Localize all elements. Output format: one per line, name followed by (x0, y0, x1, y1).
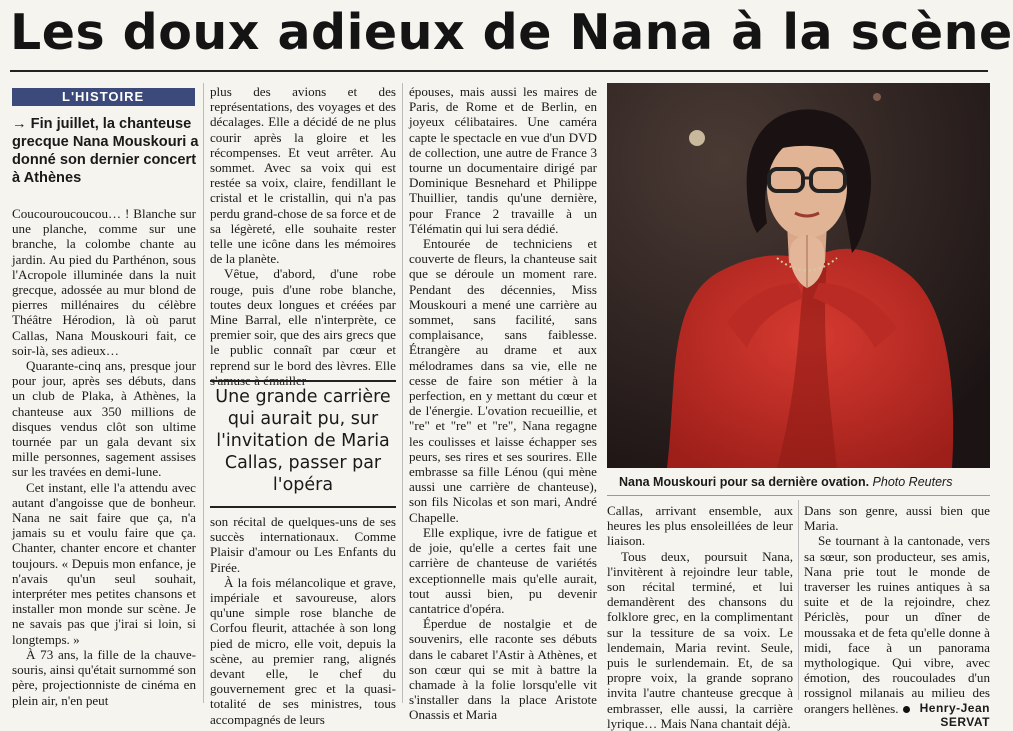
column-separator (203, 83, 204, 703)
photo-caption (607, 469, 990, 496)
paragraph: Elle explique, ivre de fatigue et de joie, qu'elle a certes fait une carrière de chanteuse de variétés exceptionnelle mais qu'elle aurait, tout aussi bien, pu devenir cantatrice d'opéra. (409, 524, 597, 616)
article-column-4 (607, 503, 793, 731)
paragraph: Vêtue, d'abord, d'une robe rouge, puis d'une robe blanche, toutes deux longues et créées par Mine Barral, elle n'interprète, ce premier soir, que des airs grecs que le public connaît par cœur et reprend sur le bord des lèvres. Elle s'amuse à émailler (210, 266, 396, 388)
section-kicker: L'HISTOIRE (12, 88, 195, 106)
paragraph: Quarante-cinq ans, presque jour pour jour, après ses débuts, dans un club de Plaka, à Athènes, la chanteuse aux 350 millions de disques vendus clôt son ultime tournée par un gala devant six mille personnes, sagement assises sur les travées en demi-lune. (12, 358, 196, 480)
pull-quote: Une grande carrière qui aurait pu, sur l'invitation de Maria Callas, passer par l'opéra (210, 380, 396, 508)
paragraph: Coucouroucoucou… ! Blanche sur une planche, comme sur une branche, la colombe chante au jardin. Au pied du Parthénon, sous l'Acropole illuminée dans la nuit grecque, adossée au mur blond de pierres millénaires du célèbre Théâtre Hérodion, là où parut Callas, Nana Mouskouri fait, ce soir-là, ses adieux… (12, 206, 196, 358)
standfirst: → Fin juillet, la chanteuse grecque Nana Mouskouri a donné son dernier concert à Athènes (12, 116, 199, 186)
column-separator (798, 500, 799, 700)
paragraph: Entourée de techniciens et couverte de fleurs, la chanteuse sait que se déroule un moment rare. Pendant des décennies, Miss Mouskouri a mené une carrière au sommet, sans facilité, sans complaisance, sans faiblesse. Étrangère au drame et aux mélodrames dans sa vie, elle ne cesse de faire son métier à la perfection, en y mettant du cœur et de l'énergie. L'ovation recueillie, et "re" et "re" et "re", Nana regagne les coulisses et laisse échapper ses peurs, ses rires et ses sourires. Elle embrasse sa fille Lénou (qui mène aussi une carrière de chanteuse), son fils Nicolas et son mari, André Chapelle. (409, 236, 597, 525)
article-column-2-top (210, 84, 396, 388)
singer-illustration (607, 83, 990, 468)
paragraph: Éperdue de nostalgie et de souvenirs, elle raconte ses débuts dans le cabaret l'Astir à Athènes, et son cœur qui se mit à battre la chamade à la folie lorsqu'elle vit s'installer dans la place Aristote Onassis et Maria (409, 616, 597, 723)
photo-credit: Photo Reuters (872, 475, 953, 489)
paragraph: épouses, mais aussi les maires de Paris, de Rome et de Berlin, en joyeux célibataires. Une caméra capte le spectacle en vue d'un DVD de collection, une autre de France 3 tourne un documentaire dirigé par Dominique Besnehard et Philippe Thuillier, tandis qu'une dernière, pour France 2 travaille à un Télématin qui lui sera dédié. (409, 84, 597, 236)
article-column-3 (409, 84, 597, 723)
concert-photo (607, 83, 990, 468)
paragraph: Tous deux, poursuit Nana, l'invitèrent à rejoindre leur table, son récital terminé, et lui demandèrent des chansons du folklore grec, en la complimentant sur la tessiture de sa voix. Le lendemain, Maria revint. Seule, puis le surlendemain. Et, de sa propre voix, la grande soprano invita l'autre chanteuse grecque à embrasser, elle aussi, la carrière lyrique… Mais Nana chantait déjà. (607, 548, 793, 731)
article-column-1 (12, 206, 196, 706)
column-separator (402, 83, 403, 703)
paragraph: À 73 ans, la fille de la chauve-souris, ainsi qu'était surnommé son père, projectionniste de cinéma en plein air, n'en peut (12, 646, 196, 708)
paragraph: plus des avions et des représentations, des voyages et des décalages. Elle a décidé de ne plus courir après la gloire et les récompenses. Et veut arrêter. Au sommet. Avec sa voix qui est restée sa voix, claire, fendillant le cristal et le cristallin, qui n'a pas perdu grand-chose de sa force et de sa légèreté, elle souhaite rester telle une icône dans les mémoires de la planète. (210, 84, 396, 267)
paragraph: À la fois mélancolique et grave, impériale et savoureuse, alors qu'une simple rose blanche de Corfou fleurit, attachée à son long pied de micro, elle voit, depuis la scène, au premier rang, alignés devant elle, le chef du gouvernement grec et la quasi-totalité de ses ministres, tous accompagnés de leurs (210, 574, 396, 727)
headline-rule (10, 70, 988, 72)
paragraph: Callas, arrivant ensemble, aux heures les plus ensoleillées de leur liaison. (607, 503, 793, 549)
paragraph: Dans son genre, aussi bien que Maria. (804, 503, 990, 534)
paragraph-text: Se tournant à la cantonade, vers sa sœur, son producteur, ses amis, Nana prie tout le monde de traverser les ruines antiques à sa suite et de la rejoindre, chez Périclès, pour un dîner de moussaka et de feta qu'elle donne à midi, face à un panorama mythologique. Qui vibre, avec émotion, des roucoulades d'un rossignol milanais au milieu des orangers hellènes. (804, 533, 990, 716)
paragraph: son récital de quelques-uns de ses succès internationaux. Comme Plaisir d'amour ou Les Enfants du Pirée. (210, 514, 396, 575)
author-signature: Henry-Jean SERVAT (919, 701, 990, 729)
article-column-2-bottom (210, 514, 396, 727)
headline: Les doux adieux de Nana à la scène (10, 4, 1013, 61)
caption-text: Nana Mouskouri pour sa dernière ovation. (619, 475, 870, 489)
paragraph: Cet instant, elle l'a attendu avec autant d'angoisse que de bonheur. Nana ne sait faire que ça, n'a jamais su et voulu faire que ça. Chanter, chanter encore et chanter toujours. « Depuis mon enfance, je n'avais qu'un seul souhait, interpréter mes petites chansons et installer mon monde sur scène. Je ne savais pas que j'irai si loin, si longtemps. » (12, 479, 196, 647)
paragraph (804, 533, 990, 715)
